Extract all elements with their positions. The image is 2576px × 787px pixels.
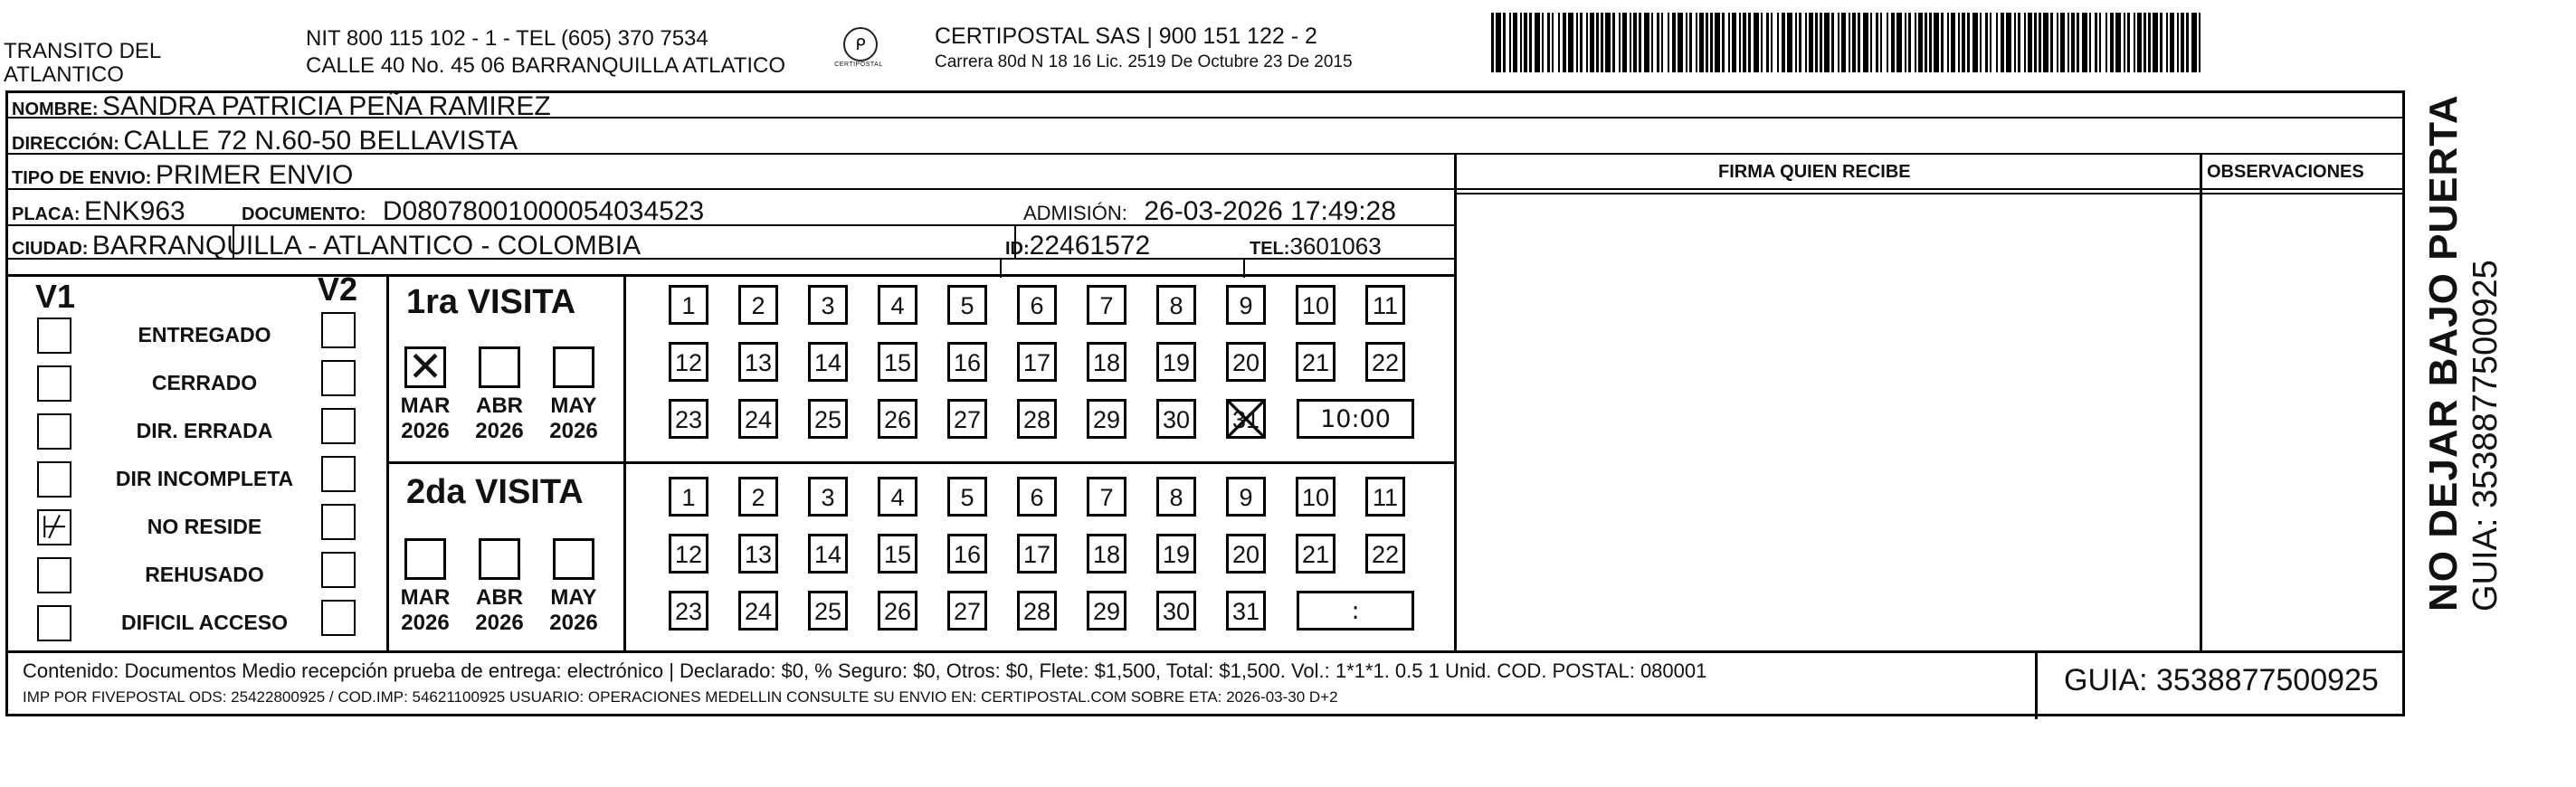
- divider: [1454, 193, 2402, 194]
- month-year: 2026: [401, 611, 450, 635]
- day-checkbox[interactable]: 9: [1226, 285, 1266, 325]
- day-checkbox[interactable]: 22: [1365, 534, 1405, 574]
- direccion-label: DIRECCIÓN:: [12, 134, 119, 154]
- day-checkbox[interactable]: 25: [808, 399, 848, 439]
- divider: [2035, 650, 2038, 719]
- day-checkbox[interactable]: 19: [1156, 342, 1196, 382]
- day-checkbox[interactable]: 11: [1365, 477, 1405, 517]
- month-year: 2026: [401, 419, 450, 443]
- divider: [8, 188, 2402, 190]
- day-checkbox[interactable]: 1: [669, 477, 708, 517]
- day-checkbox[interactable]: 24: [738, 399, 778, 439]
- observaciones-header: OBSERVACIONES: [2207, 162, 2364, 182]
- direccion-row: [12, 126, 518, 156]
- day-checkbox[interactable]: 28: [1017, 399, 1057, 439]
- month-name: MAY: [550, 394, 597, 418]
- day-checkbox[interactable]: 11: [1365, 285, 1405, 325]
- certipostal-logo: [827, 27, 890, 78]
- month-label: [470, 585, 529, 636]
- day-checkbox[interactable]: 19: [1156, 534, 1196, 574]
- ciudad-label: CIUDAD:: [12, 239, 89, 259]
- day-checkbox[interactable]: 3: [808, 285, 848, 325]
- option-label: DIFICIL ACCESO: [120, 611, 288, 634]
- issuer-address: CALLE 40 No. 45 06 BARRANQUILLA ATLATICO: [306, 53, 786, 78]
- certipostal-id: CERTIPOSTAL SAS | 900 151 122 - 2: [935, 24, 1317, 49]
- v1-checkbox[interactable]: [37, 605, 71, 641]
- month-name: ABR: [476, 585, 523, 610]
- day-checkbox[interactable]: 13: [738, 534, 778, 574]
- v1-checkbox[interactable]: ⊬: [37, 509, 71, 545]
- divider: [1243, 258, 1245, 278]
- v2-checkbox[interactable]: [321, 552, 356, 588]
- divider: [623, 274, 626, 652]
- divider: [2200, 153, 2202, 652]
- ciudad-field: [12, 231, 641, 261]
- day-checkbox[interactable]: 27: [947, 399, 987, 439]
- day-checkbox[interactable]: 6: [1017, 285, 1057, 325]
- month-name: ABR: [476, 394, 523, 418]
- day-checkbox[interactable]: 2: [738, 477, 778, 517]
- day-checkbox[interactable]: 7: [1087, 285, 1126, 325]
- option-label: ENTREGADO: [138, 323, 271, 346]
- day-checkbox[interactable]: 15: [878, 342, 917, 382]
- month-label: [470, 394, 529, 444]
- day-checkbox[interactable]: 18: [1087, 342, 1126, 382]
- barcode-bar: [2201, 13, 2204, 72]
- month-checkbox[interactable]: [404, 538, 446, 580]
- day-checkbox[interactable]: 10: [1296, 477, 1336, 517]
- v1-checkbox[interactable]: [37, 461, 71, 498]
- month-name: MAR: [400, 585, 451, 610]
- month-checkbox[interactable]: [553, 346, 594, 388]
- v2-checkbox[interactable]: [321, 504, 356, 540]
- divider: [8, 650, 2402, 653]
- v2-label: V2: [318, 270, 358, 308]
- day-checkbox[interactable]: 21: [1296, 342, 1336, 382]
- day-checkbox[interactable]: 20: [1226, 534, 1266, 574]
- month-label: [544, 585, 604, 636]
- tel-label: TEL:: [1250, 239, 1290, 259]
- day-checkbox[interactable]: 17: [1017, 534, 1057, 574]
- month-checkbox[interactable]: [553, 538, 594, 580]
- direccion-value: CALLE 72 N.60-50 BELLAVISTA: [123, 126, 518, 156]
- day-checkbox[interactable]: 8: [1156, 285, 1196, 325]
- day-checkbox[interactable]: 29: [1087, 399, 1126, 439]
- day-checkbox[interactable]: 14: [808, 342, 848, 382]
- firma-header: FIRMA QUIEN RECIBE: [1718, 162, 1911, 182]
- placa-field: [12, 196, 185, 227]
- issuer-name-line2: ATLANTICO: [4, 62, 124, 87]
- v1-label: V1: [35, 278, 76, 315]
- day-checkbox[interactable]: 20: [1226, 342, 1266, 382]
- placa-value: ENK963: [84, 196, 185, 226]
- id-field: [1005, 231, 1150, 261]
- day-checkbox[interactable]: 5: [947, 477, 987, 517]
- v1-checkbox[interactable]: [37, 557, 71, 593]
- v2-checkbox[interactable]: [321, 360, 356, 396]
- tipo-envio-label: TIPO DE ENVIO:: [12, 168, 152, 188]
- day-checkbox[interactable]: 7: [1087, 477, 1126, 517]
- documento-field: [242, 196, 704, 227]
- nombre-row: [12, 91, 551, 122]
- tipo-envio-value: PRIMER ENVIO: [155, 160, 354, 190]
- option-label: DIR INCOMPLETA: [115, 467, 294, 490]
- divider: [8, 274, 1456, 277]
- id-label: ID:: [1005, 239, 1030, 259]
- day-checkbox[interactable]: 28: [1017, 591, 1057, 631]
- month-checkbox[interactable]: ✕: [404, 346, 446, 388]
- month-name: MAY: [550, 585, 597, 610]
- day-checkbox[interactable]: 31: [1226, 399, 1266, 439]
- day-checkbox[interactable]: 8: [1156, 477, 1196, 517]
- placa-label: PLACA:: [12, 204, 81, 224]
- option-label: REHUSADO: [145, 563, 264, 586]
- month-year: 2026: [549, 419, 598, 443]
- day-checkbox[interactable]: 16: [947, 342, 987, 382]
- day-checkbox[interactable]: 4: [878, 477, 917, 517]
- delivery-form: [5, 90, 2405, 716]
- day-checkbox[interactable]: 6: [1017, 477, 1057, 517]
- divider: [386, 461, 1456, 464]
- day-checkbox[interactable]: 4: [878, 285, 917, 325]
- month-label: [395, 394, 455, 444]
- option-label: NO RESIDE: [147, 515, 262, 538]
- day-checkbox[interactable]: 22: [1365, 342, 1405, 382]
- id-value: 22461572: [1029, 231, 1151, 261]
- month-name: MAR: [400, 394, 451, 418]
- month-label: [395, 585, 455, 636]
- second-visit-title: 2da VISITA: [406, 473, 584, 511]
- tipo-envio-row: [12, 160, 353, 191]
- barcode: [1491, 13, 2204, 72]
- imp-text: IMP POR FIVEPOSTAL ODS: 25422800925 / COD.IMP: 54621100925 USUARIO: OPERACIONES MEDELLIN CONSULTE SU ENVIO EN: CERTIPOSTAL.COM SOBRE ETA: 2026-03-30 D+2: [23, 688, 1338, 706]
- tel-value: 3601063: [1289, 232, 1382, 260]
- ciudad-value: BARRANQUILLA - ATLANTICO - COLOMBIA: [91, 231, 642, 261]
- nit-line: NIT 800 115 102 - 1 - TEL (605) 370 7534: [306, 26, 708, 51]
- month-year: 2026: [475, 611, 524, 635]
- day-checkbox[interactable]: 30: [1156, 591, 1196, 631]
- v2-checkbox[interactable]: [321, 600, 356, 636]
- day-checkbox[interactable]: 25: [808, 591, 848, 631]
- day-checkbox[interactable]: 27: [947, 591, 987, 631]
- admision-label: ADMISIÓN:: [1023, 202, 1127, 224]
- day-checkbox[interactable]: 17: [1017, 342, 1057, 382]
- admision-value: 26-03-2026 17:49:28: [1144, 196, 1396, 226]
- v2-checkbox[interactable]: [321, 312, 356, 348]
- day-checkbox[interactable]: 13: [738, 342, 778, 382]
- issuer-contact: [306, 25, 785, 80]
- day-checkbox[interactable]: 18: [1087, 534, 1126, 574]
- day-checkbox[interactable]: 31: [1226, 591, 1266, 631]
- option-label: DIR. ERRADA: [136, 419, 273, 442]
- month-year: 2026: [475, 419, 524, 443]
- first-visit-title: 1ra VISITA: [406, 283, 576, 321]
- certipostal-license: Carrera 80d N 18 16 Lic. 2519 De Octubre 23 De 2015: [935, 52, 1353, 71]
- time-field[interactable]: 10:00: [1297, 399, 1414, 439]
- nombre-value: SANDRA PATRICIA PEÑA RAMIREZ: [102, 91, 551, 121]
- contenido-text: Contenido: Documentos Medio recepción prueba de entrega: electrónico | Declarado: $0, % Seguro: $0, Otros: $0, Flete: $1,500, Total: $1,500. Vol.: 1*1*1. 0.5 1 Unid. COD. POSTAL: 080001: [23, 659, 1707, 682]
- admision-field: [1023, 196, 1396, 227]
- day-checkbox[interactable]: 14: [808, 534, 848, 574]
- footer-guia: GUIA: 3538877500925: [2064, 663, 2379, 697]
- v2-checkbox[interactable]: [321, 408, 356, 444]
- side-guia: GUIA: 3538877500925: [2467, 260, 2505, 612]
- day-checkbox[interactable]: 3: [808, 477, 848, 517]
- day-checkbox[interactable]: 10: [1296, 285, 1336, 325]
- issuer-name: [4, 40, 161, 87]
- v2-checkbox[interactable]: [321, 456, 356, 492]
- day-checkbox[interactable]: 30: [1156, 399, 1196, 439]
- day-checkbox[interactable]: 29: [1087, 591, 1126, 631]
- divider: [1454, 153, 1457, 652]
- day-checkbox[interactable]: 24: [738, 591, 778, 631]
- day-checkbox[interactable]: 12: [669, 534, 708, 574]
- day-checkbox[interactable]: 12: [669, 342, 708, 382]
- day-checkbox[interactable]: 5: [947, 285, 987, 325]
- documento-label: DOCUMENTO:: [242, 204, 366, 224]
- tel-field: [1250, 232, 1382, 261]
- month-label: [544, 394, 604, 444]
- documento-value: D080780010000540345​23: [382, 196, 705, 226]
- divider: [386, 274, 389, 652]
- day-checkbox[interactable]: 21: [1296, 534, 1336, 574]
- v1-checkbox[interactable]: [37, 413, 71, 450]
- day-checkbox[interactable]: 23: [669, 399, 708, 439]
- day-checkbox[interactable]: 1: [669, 285, 708, 325]
- day-checkbox[interactable]: 15: [878, 534, 917, 574]
- day-checkbox[interactable]: 23: [669, 591, 708, 631]
- side-label: [2421, 94, 2505, 612]
- option-label: CERRADO: [151, 371, 258, 394]
- no-dejar-notice: NO DEJAR BAJO PUERTA: [2421, 94, 2466, 612]
- month-year: 2026: [549, 611, 598, 635]
- v1-checkbox[interactable]: [37, 318, 71, 354]
- issuer-name-line1: TRANSITO DEL: [4, 39, 162, 63]
- day-checkbox[interactable]: 26: [878, 591, 917, 631]
- day-checkbox[interactable]: 26: [878, 399, 917, 439]
- day-checkbox[interactable]: 9: [1226, 477, 1266, 517]
- v1-checkbox[interactable]: [37, 365, 71, 402]
- month-checkbox[interactable]: [479, 346, 520, 388]
- time-field[interactable]: :: [1297, 591, 1414, 631]
- day-checkbox[interactable]: 16: [947, 534, 987, 574]
- day-checkbox[interactable]: 2: [738, 285, 778, 325]
- nombre-label: NOMBRE:: [12, 100, 99, 119]
- month-checkbox[interactable]: [479, 538, 520, 580]
- logo-label: CERTIPOSTAL: [834, 62, 883, 68]
- logo-icon: ᑭ: [843, 27, 878, 62]
- divider: [1000, 258, 1002, 278]
